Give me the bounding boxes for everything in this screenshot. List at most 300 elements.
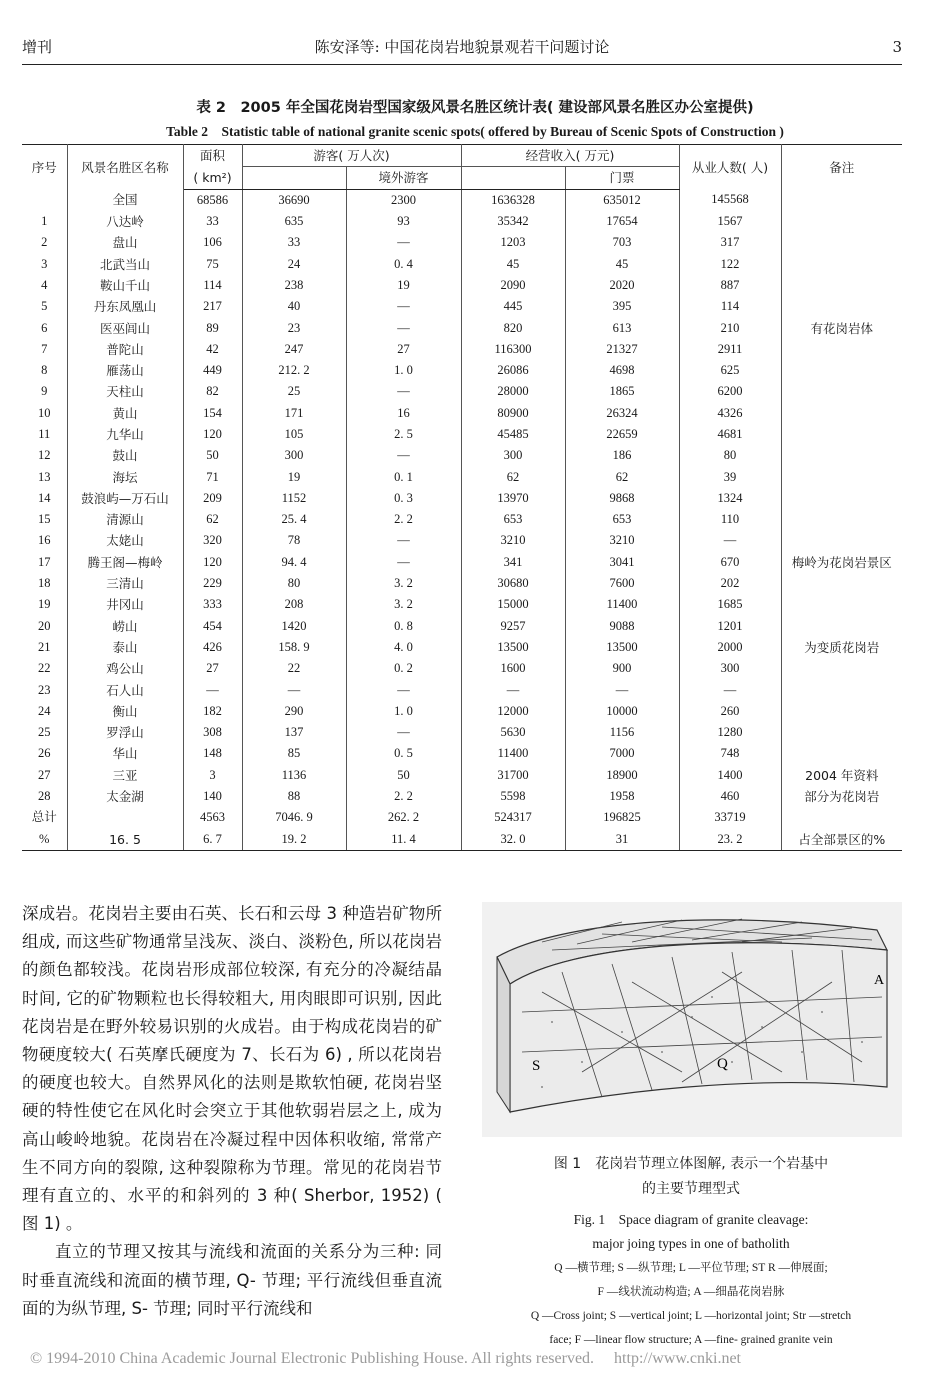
table-cell: 0. 3	[346, 488, 461, 509]
table-cell: 9088	[565, 616, 679, 637]
table-cell: 27	[22, 765, 67, 786]
figure-caption-cn-line-2: 的主要节理型式	[642, 1181, 740, 1197]
table-cell: 1203	[461, 232, 565, 253]
table-cell: 26086	[461, 360, 565, 381]
remark-cell: 梅岭为花岗岩景区	[791, 554, 892, 570]
table-cell: 7	[22, 339, 67, 360]
table-cell: 25. 4	[242, 509, 346, 530]
table-cell: 186	[565, 445, 679, 466]
figure-caption-cn	[466, 1152, 916, 1202]
table-cell: —	[346, 381, 461, 402]
table-cell: 78	[242, 530, 346, 551]
table-cell: 202	[679, 573, 781, 594]
table-cell: 7600	[565, 573, 679, 594]
table-cell: —	[679, 679, 781, 700]
table-cell: 75	[183, 253, 242, 274]
table-cell: 300	[242, 445, 346, 466]
table-cell: 3. 2	[346, 594, 461, 615]
table-cell: 1420	[242, 616, 346, 637]
table-cell: 148	[183, 743, 242, 764]
table-cell: 50	[183, 445, 242, 466]
table-cell: 丹东凤凰山	[67, 296, 183, 317]
header-title: 陈安泽等: 中国花岗岩地貌景观若干问题讨论	[314, 38, 610, 56]
remark-cell-empty	[781, 189, 902, 211]
table-cell: 62	[183, 509, 242, 530]
table-cell: 114	[679, 296, 781, 317]
table-cell: 1600	[461, 658, 565, 679]
table-cell: 7000	[565, 743, 679, 764]
table-cell: 217	[183, 296, 242, 317]
table-cell: 613	[565, 317, 679, 338]
table-cell: 62	[565, 466, 679, 487]
table-caption-en: Table 2 Statistic table of national granite scenic spots( offered by Bureau of Scenic Spots of Construction )	[166, 124, 784, 139]
table-cell: 247	[242, 339, 346, 360]
table-cell: 25	[242, 381, 346, 402]
table-cell: 28000	[461, 381, 565, 402]
table-cell: 635	[242, 211, 346, 232]
table-cell: 341	[461, 552, 565, 573]
table-cell: 21327	[565, 339, 679, 360]
table-cell: 40	[242, 296, 346, 317]
figure-legend-line-4: face; F —linear flow structure; A —fine- grained granite vein	[549, 1334, 833, 1346]
table-cell: 北武当山	[67, 253, 183, 274]
table-row	[22, 403, 902, 424]
table-cell: 1136	[242, 765, 346, 786]
remark-cell: 部分为花岗岩	[804, 789, 880, 805]
table-row	[22, 232, 902, 253]
table-cell: 154	[183, 403, 242, 424]
table-cell: 31700	[461, 765, 565, 786]
table-cell: 145568	[679, 189, 781, 211]
table-cell: 6. 7	[183, 829, 242, 851]
table-cell: 衡山	[67, 701, 183, 722]
table-cell: 426	[183, 637, 242, 658]
paragraph-2: 直立的节理又按其与流线和流面的关系分为三种: 同时垂直流线和流面的横节理, Q- 节理; 平行流线但垂直流面的为纵节理, S- 节理; 同时平行流线和	[22, 1242, 442, 1318]
table-cell: 3210	[565, 530, 679, 551]
table-cell: 三亚	[67, 765, 183, 786]
table-row	[22, 275, 902, 296]
remark-cell-empty	[781, 807, 902, 828]
table-row	[22, 722, 902, 743]
table-row	[22, 765, 902, 786]
table-cell: 460	[679, 786, 781, 807]
table-row	[22, 552, 902, 573]
table-cell: 653	[565, 509, 679, 530]
table-cell: 井冈山	[67, 594, 183, 615]
remark-cell-empty	[781, 722, 902, 743]
table-cell: 2. 2	[346, 509, 461, 530]
table-cell: 30680	[461, 573, 565, 594]
header-rule	[22, 64, 902, 65]
table-cell: 114	[183, 275, 242, 296]
table-cell: 23	[242, 317, 346, 338]
table-cell: 0. 4	[346, 253, 461, 274]
table-cell: 5598	[461, 786, 565, 807]
table-cell: 300	[461, 445, 565, 466]
table-cell: 320	[183, 530, 242, 551]
figure-caption-cn-line-1: 图 1 花岗岩节理立体图解, 表示一个岩基中	[553, 1156, 829, 1172]
table-cell: 10	[22, 403, 67, 424]
table-cell: 9	[22, 381, 67, 402]
table-cell: 703	[565, 232, 679, 253]
table-cell: 16	[346, 403, 461, 424]
figure-caption-en-line-1: Fig. 1 Space diagram of granite cleavage:	[573, 1212, 809, 1227]
table-cell: 88	[242, 786, 346, 807]
table-cell: 18	[22, 573, 67, 594]
remark-cell-empty	[781, 701, 902, 722]
table-cell: 19	[22, 594, 67, 615]
table-cell: 1201	[679, 616, 781, 637]
table-cell: 14	[22, 488, 67, 509]
th-foreign: 境外游客	[346, 167, 461, 189]
figure-legend-line-1: Q —横节理; S —纵节理; L —平位节理; ST R —伸展面;	[554, 1262, 828, 1274]
table-cell: 42	[183, 339, 242, 360]
table-cell: 260	[679, 701, 781, 722]
table-cell: 2020	[565, 275, 679, 296]
table-cell: 15	[22, 509, 67, 530]
table-cell: 19	[242, 466, 346, 487]
remark-cell-empty	[781, 679, 902, 700]
table-cell: 黄山	[67, 403, 183, 424]
table-cell: 4563	[183, 807, 242, 828]
table-cell: 1	[22, 211, 67, 232]
table-cell: 2911	[679, 339, 781, 360]
table-cell	[67, 807, 183, 828]
table-cell: 全国	[67, 189, 183, 211]
table-cell: 3041	[565, 552, 679, 573]
table-cell: 635012	[565, 189, 679, 211]
remark-cell-empty	[781, 573, 902, 594]
table-cell: 4. 0	[346, 637, 461, 658]
table-cell: 太姥山	[67, 530, 183, 551]
table-cell: 16. 5	[67, 829, 183, 851]
table-cell: 0. 2	[346, 658, 461, 679]
table-cell: 300	[679, 658, 781, 679]
table-row	[22, 296, 902, 317]
remark-cell: 为变质花岗岩	[804, 639, 880, 655]
copyright-footer: © 1994-2010 China Academic Journal Electronic Publishing House. All rights reserved. http://www.cnki.net	[30, 1350, 741, 1367]
th-name: 风景名胜区名称	[67, 145, 183, 190]
table-cell: 罗浮山	[67, 722, 183, 743]
table-cell: 105	[242, 424, 346, 445]
table-cell: 总计	[22, 807, 67, 828]
th-area: 面积	[183, 145, 242, 167]
th-area-unit: ( km²)	[183, 167, 242, 189]
table-cell: 3	[183, 765, 242, 786]
table-cell: 清源山	[67, 509, 183, 530]
table-cell: 290	[242, 701, 346, 722]
table-cell: 天柱山	[67, 381, 183, 402]
label-q: Q	[717, 1056, 728, 1072]
table-cell: 25	[22, 722, 67, 743]
table-cell: 3210	[461, 530, 565, 551]
table-cell	[22, 189, 67, 211]
remark-cell: 2004 年资料	[805, 767, 879, 783]
remark-cell-empty	[781, 594, 902, 615]
table-cell: 1636328	[461, 189, 565, 211]
table-cell: 395	[565, 296, 679, 317]
table-cell: 崂山	[67, 616, 183, 637]
table-cell: 1. 0	[346, 360, 461, 381]
table-cell: 89	[183, 317, 242, 338]
granite-joint-diagram	[482, 902, 902, 1137]
table-cell: 0. 1	[346, 466, 461, 487]
table-cell: 21	[22, 637, 67, 658]
table-cell: 110	[679, 509, 781, 530]
table-row	[22, 509, 902, 530]
table-cell: 2. 2	[346, 786, 461, 807]
table-cell: 653	[461, 509, 565, 530]
table-cell: 171	[242, 403, 346, 424]
table-cell: 1958	[565, 786, 679, 807]
table-cell: 209	[183, 488, 242, 509]
table-cell: 449	[183, 360, 242, 381]
table-cell: 1280	[679, 722, 781, 743]
table-cell: 17654	[565, 211, 679, 232]
table-cell: 11400	[461, 743, 565, 764]
table-cell: 鼓山	[67, 445, 183, 466]
table-cell: 1567	[679, 211, 781, 232]
table-row	[22, 829, 902, 851]
table-cell: 196825	[565, 807, 679, 828]
table-cell: 182	[183, 701, 242, 722]
table-cell: 1685	[679, 594, 781, 615]
remark-cell-empty	[781, 509, 902, 530]
table-cell: 石人山	[67, 679, 183, 700]
table-cell: 238	[242, 275, 346, 296]
table-row	[22, 743, 902, 764]
table-cell: 85	[242, 743, 346, 764]
table-row	[22, 701, 902, 722]
table-cell: 1152	[242, 488, 346, 509]
table-cell: 1156	[565, 722, 679, 743]
table-cell: —	[346, 445, 461, 466]
header-left: 增刊	[22, 38, 53, 56]
body-text	[22, 900, 442, 1323]
table-cell: 26324	[565, 403, 679, 424]
table-cell: 28	[22, 786, 67, 807]
joint-diagram-svg	[482, 902, 902, 1137]
table-cell: 0. 5	[346, 743, 461, 764]
table-cell: 24	[242, 253, 346, 274]
table-cell: 122	[679, 253, 781, 274]
th-tickets: 门票	[565, 167, 679, 189]
table-cell: 35342	[461, 211, 565, 232]
table-row	[22, 616, 902, 637]
table-cell: 27	[183, 658, 242, 679]
table-cell: 45485	[461, 424, 565, 445]
table-row	[22, 211, 902, 232]
table-cell: 2300	[346, 189, 461, 211]
table-cell: 11	[22, 424, 67, 445]
table-cell: 24	[22, 701, 67, 722]
table-cell: 9257	[461, 616, 565, 637]
table-cell: 80900	[461, 403, 565, 424]
table-row	[22, 807, 902, 828]
table-cell: 鞍山千山	[67, 275, 183, 296]
table-cell: 泰山	[67, 637, 183, 658]
table-cell: 82	[183, 381, 242, 402]
table-cell: —	[346, 530, 461, 551]
table-cell: 26	[22, 743, 67, 764]
table-cell: 80	[679, 445, 781, 466]
table-cell: 80	[242, 573, 346, 594]
table-cell: 820	[461, 317, 565, 338]
table-cell: 八达岭	[67, 211, 183, 232]
table-cell: 19	[346, 275, 461, 296]
table-cell: 748	[679, 743, 781, 764]
table-cell: 九华山	[67, 424, 183, 445]
th-income-total	[461, 167, 565, 189]
label-a: A	[874, 973, 885, 988]
table-cell: —	[346, 552, 461, 573]
table-cell: 17	[22, 552, 67, 573]
table-cell: 2	[22, 232, 67, 253]
table-cell: —	[679, 530, 781, 551]
table-cell: 3	[22, 253, 67, 274]
table-cell: 22	[22, 658, 67, 679]
th-remark: 备注	[781, 145, 902, 190]
table-cell: —	[565, 679, 679, 700]
table-cell: 三清山	[67, 573, 183, 594]
table-cell: 120	[183, 424, 242, 445]
table-cell: 670	[679, 552, 781, 573]
table-cell: 1324	[679, 488, 781, 509]
table-cell: 鼓浪屿—万石山	[67, 488, 183, 509]
table-cell: 4698	[565, 360, 679, 381]
table-row	[22, 637, 902, 658]
table-cell: 140	[183, 786, 242, 807]
table-cell: 229	[183, 573, 242, 594]
table-cell: 93	[346, 211, 461, 232]
table-row	[22, 488, 902, 509]
table-cell: 524317	[461, 807, 565, 828]
table-cell: 4326	[679, 403, 781, 424]
table-cell: 鸡公山	[67, 658, 183, 679]
stats-table	[22, 144, 902, 851]
figure-legend-line-3: Q —Cross joint; S —vertical joint; L —horizontal joint; Str —stretch	[530, 1310, 852, 1322]
table-cell: 13500	[565, 637, 679, 658]
table-cell: 盘山	[67, 232, 183, 253]
table-cell: 18900	[565, 765, 679, 786]
table-cell: 9868	[565, 488, 679, 509]
table-cell: 36690	[242, 189, 346, 211]
remark-cell: 占全部景区的%	[781, 829, 902, 851]
table-cell: 22659	[565, 424, 679, 445]
table-cell: 45	[461, 253, 565, 274]
table-cell: 8	[22, 360, 67, 381]
table-cell: 0. 8	[346, 616, 461, 637]
table-row	[22, 424, 902, 445]
table-cell: 625	[679, 360, 781, 381]
table-row	[22, 530, 902, 551]
table-cell: 16	[22, 530, 67, 551]
table-cell: 22	[242, 658, 346, 679]
table-row	[22, 317, 902, 338]
table-cell: 33719	[679, 807, 781, 828]
table-cell: 4681	[679, 424, 781, 445]
th-no: 序号	[22, 145, 67, 190]
table-cell: 317	[679, 232, 781, 253]
figure-legend-line-2: F —线状流动构造; A —细晶花岗岩脉	[597, 1286, 785, 1298]
table-cell: 262. 2	[346, 807, 461, 828]
table-cell: 2090	[461, 275, 565, 296]
table-cell: 6200	[679, 381, 781, 402]
table-cell: 5	[22, 296, 67, 317]
table-row	[22, 466, 902, 487]
table-cell: 普陀山	[67, 339, 183, 360]
table-cell: 68586	[183, 189, 242, 211]
table-cell: 210	[679, 317, 781, 338]
table-cell: 11. 4	[346, 829, 461, 851]
table-cell: 13500	[461, 637, 565, 658]
table-cell: 7046. 9	[242, 807, 346, 828]
label-s: S	[532, 1058, 541, 1074]
table-cell: 454	[183, 616, 242, 637]
table-cell: 445	[461, 296, 565, 317]
table-cell: —	[346, 722, 461, 743]
remark-cell-empty	[781, 466, 902, 487]
figure-caption-en	[466, 1208, 916, 1256]
table-cell: 2. 5	[346, 424, 461, 445]
table-cell: 15000	[461, 594, 565, 615]
table-cell: 45	[565, 253, 679, 274]
table-cell: 308	[183, 722, 242, 743]
table-cell: 13	[22, 466, 67, 487]
table-cell: 31	[565, 829, 679, 851]
table-cell: 27	[346, 339, 461, 360]
table-cell: 33	[183, 211, 242, 232]
running-header	[22, 36, 902, 58]
table-cell: —	[346, 296, 461, 317]
table-cell: 1. 0	[346, 701, 461, 722]
table-cell: 太金湖	[67, 786, 183, 807]
table-cell: 120	[183, 552, 242, 573]
table-cell: 华山	[67, 743, 183, 764]
table-row	[22, 445, 902, 466]
table-cell: 23	[22, 679, 67, 700]
table-cell: 50	[346, 765, 461, 786]
table-row	[22, 594, 902, 615]
table-cell: 62	[461, 466, 565, 487]
table-cell: 4	[22, 275, 67, 296]
remark-cell-empty	[781, 743, 902, 764]
table-cell: 11400	[565, 594, 679, 615]
remark-cell: 有花岗岩体	[810, 320, 874, 336]
remark-cell-empty	[781, 658, 902, 679]
table-cell: 208	[242, 594, 346, 615]
table-cell: 3. 2	[346, 573, 461, 594]
remark-cell-empty	[781, 616, 902, 637]
table-cell: 医巫闾山	[67, 317, 183, 338]
table-cell: 20	[22, 616, 67, 637]
table-cell: 2000	[679, 637, 781, 658]
table-cell: 5630	[461, 722, 565, 743]
table-cell: 12000	[461, 701, 565, 722]
table-cell: 1400	[679, 765, 781, 786]
table-cell: 海坛	[67, 466, 183, 487]
table-cell: 12	[22, 445, 67, 466]
table-row	[22, 573, 902, 594]
remark-cell-empty	[781, 488, 902, 509]
figure-caption-en-line-2: major joing types in one of batholith	[592, 1236, 790, 1251]
table-cell: 158. 9	[242, 637, 346, 658]
th-income: 经营收入( 万元)	[461, 145, 679, 167]
table-row	[22, 658, 902, 679]
table-cell: 71	[183, 466, 242, 487]
table-cell: 13970	[461, 488, 565, 509]
table-cell: 32. 0	[461, 829, 565, 851]
